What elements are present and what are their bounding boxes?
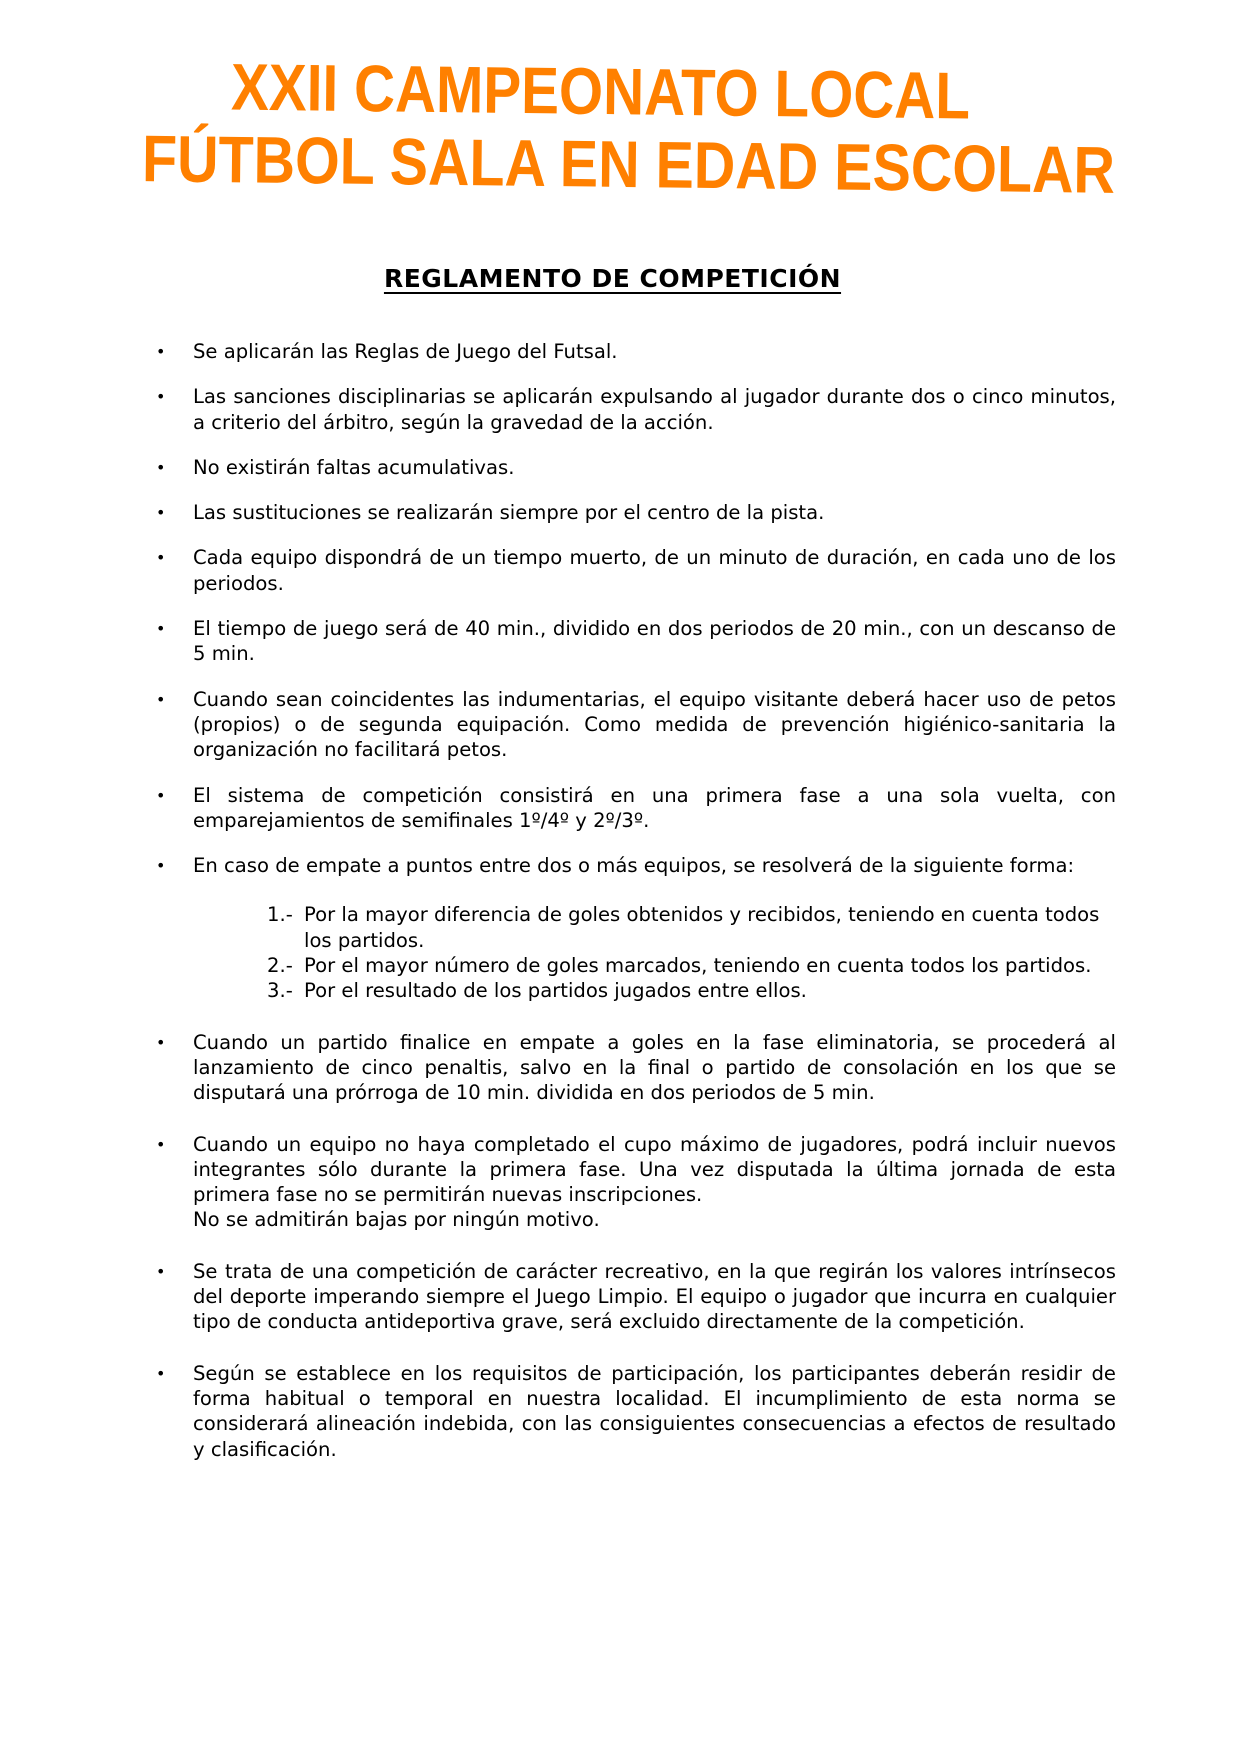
rule-text: Cuando un partido finalice en empate a goles en la fase eliminatoria, se procederá al lanzamiento de cinco penaltis, salvo en la final o partido de consolación en los que se disputará una prórroga de 10 min. dividida en dos periodos de 5 min. [193, 1030, 1116, 1105]
tie-breaker-text: Por el resultado de los partidos jugados entre ellos. [304, 979, 807, 1003]
bullet-icon: • [156, 1032, 166, 1052]
bullet-icon: • [156, 689, 166, 709]
rule-item [156, 384, 1116, 435]
bullet-icon: • [156, 503, 166, 523]
rule-item [156, 687, 1116, 763]
rule-item [156, 545, 1116, 596]
tie-breaker-item [267, 902, 1116, 953]
rule-item [156, 1030, 1116, 1106]
rule-text: Las sustituciones se realizarán siempre por el centro de la pista. [193, 501, 825, 525]
tie-breaker-list [193, 902, 1116, 1003]
tie-breaker-text: Por el mayor número de goles marcados, teniendo en cuenta todos los partidos. [304, 954, 1092, 978]
rule-text: El sistema de competición consistirá en una primera fase a una sola vuelta, con emparejamientos de semifinales 1º/4º y 2º/3º. [193, 783, 1116, 832]
rule-item [156, 1361, 1116, 1462]
rule-item-tiebreak [156, 853, 1116, 1003]
tie-breaker-number: 2.- [267, 954, 293, 978]
rule-text: Cada equipo dispondrá de un tiempo muerto, de un minuto de duración, en cada uno de los periodos. [193, 546, 1116, 595]
rule-item [156, 339, 1116, 364]
tie-breaker-item [267, 953, 1116, 978]
rule-text: Según se establece en los requisitos de participación, los participantes deberán residir de forma habitual o temporal en nuestra localidad. El incumplimiento de esta norma se considerará alineación indebida, con las consiguientes consecuencias a efectos de resultado y clasificación. [193, 1361, 1116, 1461]
rule-item [156, 783, 1116, 834]
tie-breaker-text: Por la mayor diferencia de goles obtenidos y recibidos, teniendo en cuenta todos los partidos. [304, 903, 1100, 952]
bullet-icon: • [156, 548, 166, 568]
rule-extra-text: No se admitirán bajas por ningún motivo. [193, 1208, 600, 1232]
rule-item [156, 1259, 1116, 1335]
tie-breaker-number: 1.- [267, 903, 293, 927]
bullet-icon: • [156, 856, 166, 876]
bullet-icon: • [156, 342, 166, 361]
bullet-icon: • [156, 1363, 166, 1383]
rule-text: Se trata de una competición de carácter recreativo, en la que regirán los valores intrínsecos del deporte imperando siempre el Juego Limpio. El equipo o jugador que incurra en cualquier tipo de conducta antideportiva grave, será excluido directamente de la competición. [193, 1259, 1116, 1334]
rule-item [156, 500, 1116, 525]
bullet-icon: • [156, 619, 166, 639]
championship-title-line2: FÚTBOL SALA EN EDAD ESCOLAR [141, 121, 1116, 207]
rule-text: En caso de empate a puntos entre dos o más equipos, se resolverá de la siguiente forma: [193, 854, 1075, 878]
tie-breaker-number: 3.- [267, 979, 293, 1003]
bullet-icon: • [156, 457, 166, 477]
header-banner [0, 49, 1241, 207]
rule-text: El tiempo de juego será de 40 min., dividido en dos periodos de 20 min., con un descanso de 5 min. [193, 617, 1116, 666]
bullet-icon: • [156, 785, 166, 805]
rule-item [156, 616, 1116, 667]
rule-text: Cuando sean coincidentes las indumentarias, el equipo visitante deberá hacer uso de petos (propios) o de segunda equipación. Como medida de prevención higiénico-sanitaria la organización no facilitará petos. [193, 687, 1116, 762]
rules-list [156, 339, 1116, 1482]
bullet-icon: • [156, 387, 166, 407]
document-title-text: REGLAMENTO DE COMPETICIÓN [383, 264, 842, 293]
rule-item [156, 455, 1116, 480]
rule-text: Las sanciones disciplinarias se aplicarán expulsando al jugador durante dos o cinco minutos, a criterio del árbitro, según la gravedad de la acción. [193, 385, 1116, 434]
rule-text: Cuando un equipo no haya completado el cupo máximo de jugadores, podrá incluir nuevos integrantes sólo durante la primera fase. Una vez disputada la última jornada de esta primera fase no se permitirán nuevas inscripciones. [193, 1132, 1116, 1207]
tie-breaker-item [267, 978, 1116, 1003]
rule-text: Se aplicarán las Reglas de Juego del Futsal. [193, 340, 618, 363]
bullet-icon: • [156, 1261, 166, 1281]
bullet-icon: • [156, 1134, 166, 1154]
rule-text: No existirán faltas acumulativas. [193, 455, 515, 479]
document-title [0, 257, 1241, 295]
championship-title-line1: XXII CAMPEONATO LOCAL [230, 49, 971, 133]
rule-item [156, 1132, 1116, 1233]
